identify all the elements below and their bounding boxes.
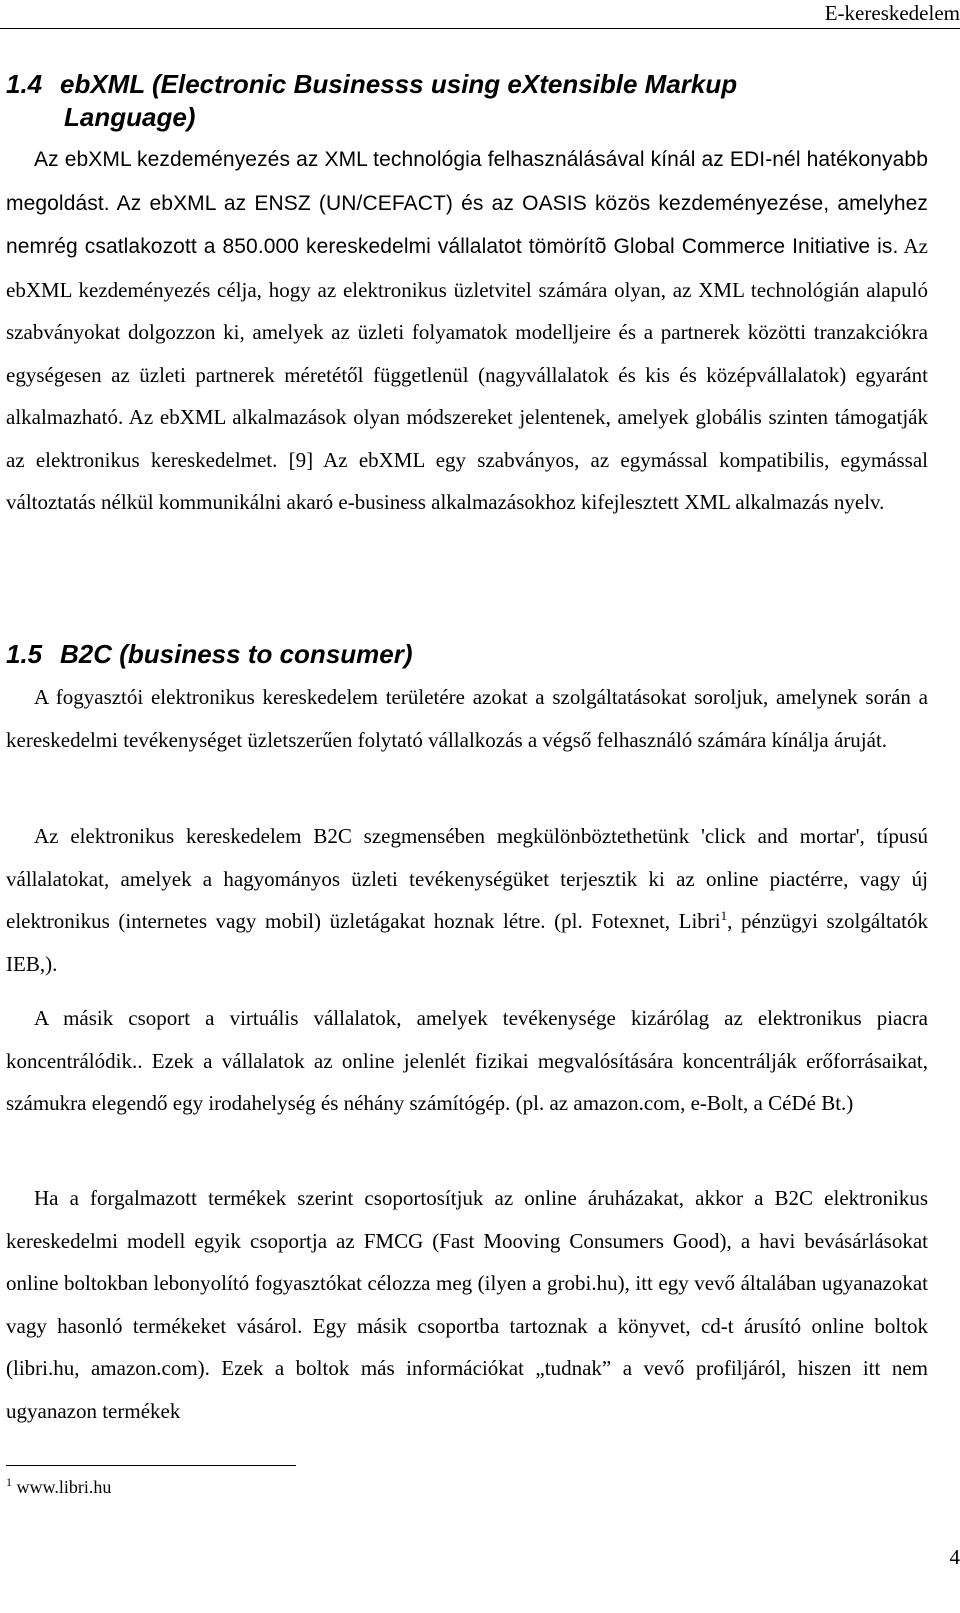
section-title-line1: ebXML (Electronic Businesss using eXtensible Markup: [60, 69, 738, 99]
section-title-line2: Language): [64, 102, 196, 132]
footnote-text: www.libri.hu: [16, 1477, 112, 1497]
section-heading-1-5: [6, 637, 946, 671]
section-number: 1.5: [6, 639, 43, 669]
footnote: [6, 1475, 111, 1499]
ebxml-intro-text: Az ebXML kezdeményezés az XML technológia felhasználásával kínál az EDI-nél hatékonyabb megoldást. Az ebXML az ENSZ (UN/CEFACT) és az OASIS közös kezdeményezése, amelyhez nemrég csatlakozott a 850.000 kereskedelmi vállalatot tömörítõ Global Commerce Initiative is.: [6, 148, 928, 258]
b2c-paragraph-3: [6, 997, 928, 1125]
footnote-reference: 1: [720, 908, 728, 923]
footnote-divider: [6, 1465, 296, 1466]
section-number: 1.4: [6, 69, 43, 99]
b2c-paragraph-2: [6, 815, 928, 985]
page-header: [0, 0, 960, 29]
ebxml-paragraph: [6, 138, 928, 524]
paragraph-text: A másik csoport a virtuális vállalatok, amelyek tevékenysége kizárólag az elektronikus piacra koncentrálódik.. Ezek a vállalatok az online jelenlét fizikai megvalósítására koncentrálják erőforrásaikat, számukra elegendő egy irodahelység és néhány számítógép. (pl. az amazon.com, e-Bolt, a CéDé Bt.): [6, 1006, 928, 1115]
paragraph-text: A fogyasztói elektronikus kereskedelem területére azokat a szolgáltatásokat soroljuk, amelynek során a kereskedelmi tevékenységet üzletszerűen folytató vállalkozás a végső felhasználó számára kínálja áruját.: [6, 685, 928, 752]
ebxml-goal-text: Az ebXML kezdeményezés célja, hogy az elektronikus üzletvitel számára olyan, az XML technológián alapuló szabványokat dolgozzon ki, amelyek az üzleti folyamatok modelljeire és a partnerek közötti tranzakciókra egységesen az üzleti partnerek méretétől függetlenül (nagyvállalatok és kis és középvállalatok) egyaránt alkalmazható. Az ebXML alkalmazások olyan módszereket jelentenek, amelyek globális szinten támogatják az elektronikus kereskedelmet. [9] Az ebXML egy szabványos, az egymással kompatibilis, egymással változtatás nélkül kommunikálni akaró e-business alkalmazásokhoz kifejlesztett XML alkalmazás nyelv.: [6, 234, 929, 514]
paragraph-text-end: , pénzügyi szolgáltatók IEB,).: [6, 909, 928, 976]
paragraph-text: Az elektronikus kereskedelem B2C szegmensében megkülönböztethetünk 'click and mortar', típusú vállalatokat, amelyek a hagyományos üzleti tevékenységüket terjesztik ki az online piactérre, vagy új elektronikus (internetes vagy mobil) üzletágakat hoznak létre. (pl. Fotexnet, Libri: [6, 824, 928, 933]
section-title: B2C (business to consumer): [60, 639, 413, 669]
page-number: 4: [949, 1545, 960, 1569]
footnote-marker: 1: [6, 1475, 12, 1489]
b2c-paragraph-4: [6, 1177, 928, 1432]
b2c-paragraph-1: [6, 676, 928, 761]
paragraph-text: Ha a forgalmazott termékek szerint csoportosítjuk az online áruházakat, akkor a B2C elektronikus kereskedelmi modell egyik csoportja az FMCG (Fast Mooving Consumers Good), a havi bevásárlásokat online boltokban lebonyolító fogyasztókat célozza meg (ilyen a grobi.hu), itt egy vevő általában ugyanazokat vagy hasonló termékeket vásárol. Egy másik csoportba tartoznak a könyvet, cd-t árusító online boltok (libri.hu, amazon.com). Ezek a boltok más információkat „tudnak” a vevő profiljáról, hiszen itt nem ugyanazon termékek: [6, 1186, 928, 1423]
section-heading-1-4: [6, 68, 946, 134]
running-header-title: E-kereskedelem: [824, 1, 960, 25]
